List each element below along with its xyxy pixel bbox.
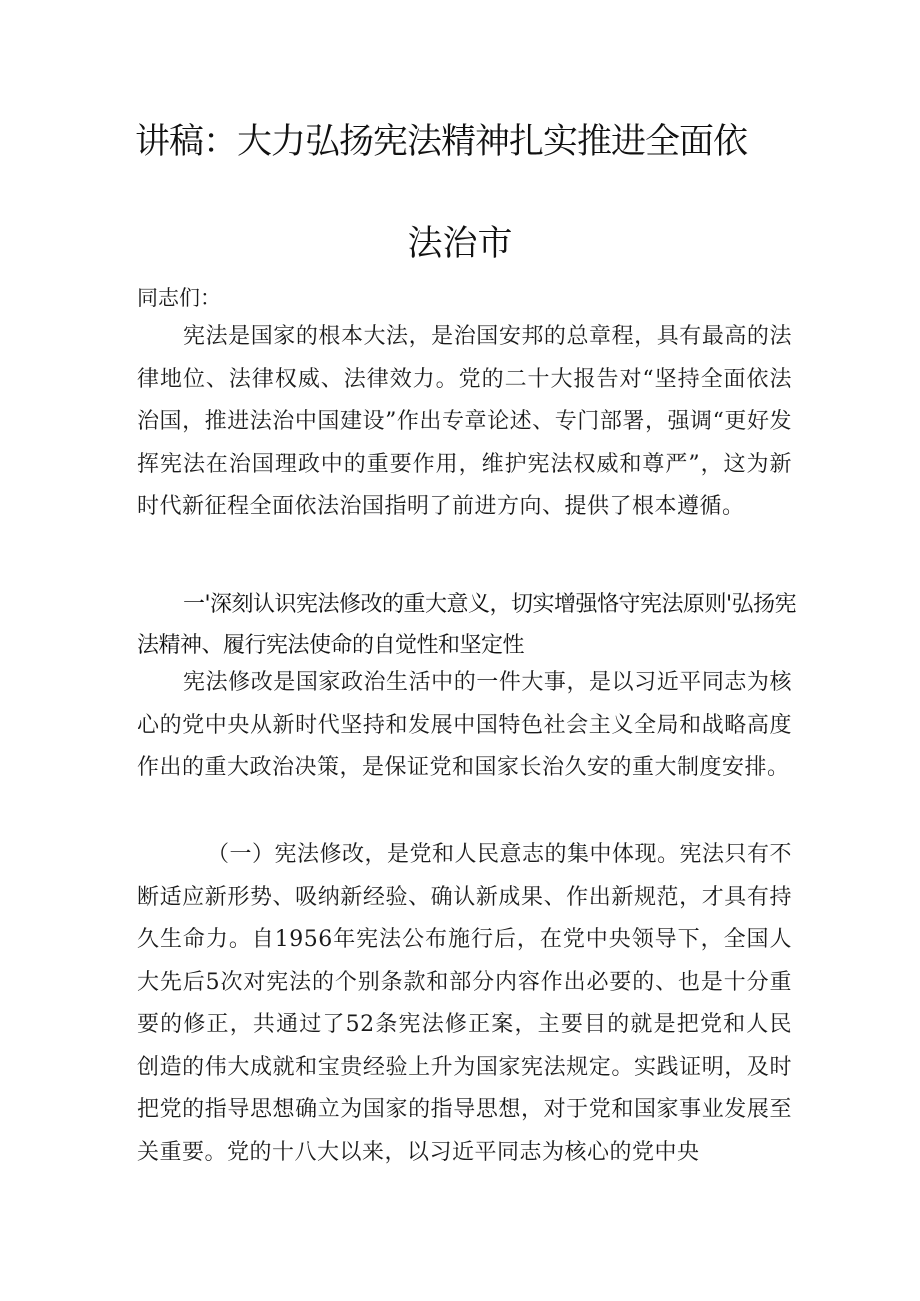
section-heading — [137, 584, 797, 666]
document-title-line1: 讲稿：大力弘扬宪法精神扎实推进全面依 — [135, 122, 748, 162]
paragraph-amendment-text: 宪法修改是国家政治生活中的一件大事，是以习近平同志为核心的党中央从新时代坚持和发展中国特色社会主义全局和战略高度作出的重大政治决策，是保证党和国家长治久安的重大制度安排。 — [137, 670, 792, 780]
paragraph-amendment — [137, 662, 792, 790]
paragraph-subsection-one-text: （一）宪法修改，是党和人民意志的集中体现。宪法只有不断适应新形势、吸纳新经验、确认新成果、作出新规范，才具有持久生命力。自1956年宪法公布施行后，在党中央领导下，全国人大先后5次对宪法的个别条款和部分内容作出必要的、也是十分重要的修正，共通过了52条宪法修正案，主要目的就是把党和人民创造的伟大成就和宝贵经验上升为国家宪法规定。实践证明，及时把党的指导思想确立为国家的指导思想，对于党和国家事业发展至关重要。党的十八大以来，以习近平同志为核心的党中央 — [137, 842, 793, 1165]
greeting: 同志们： — [137, 286, 221, 310]
section-heading-text: 一'深刻认识宪法修改的重大意义，切实增强恪守宪法原则'弘扬宪法精神、履行宪法使命的自觉性和坚定性 — [137, 592, 797, 658]
paragraph-intro — [137, 316, 792, 529]
document-title-line2: 法治市 — [407, 224, 513, 264]
paragraph-intro-text: 宪法是国家的根本大法，是治国安邦的总章程，具有最高的法律地位、法律权威、法律效力。党的二十大报告对“坚持全面依法治国，推进法治中国建设”作出专章论述、专门部署，强调“更好发挥宪法在治国理政中的重要作用，维护宪法权威和尊严”，这为新时代新征程全面依法治国指明了前进方向、提供了根本遵循。 — [137, 324, 792, 519]
paragraph-subsection-one — [137, 834, 792, 1174]
